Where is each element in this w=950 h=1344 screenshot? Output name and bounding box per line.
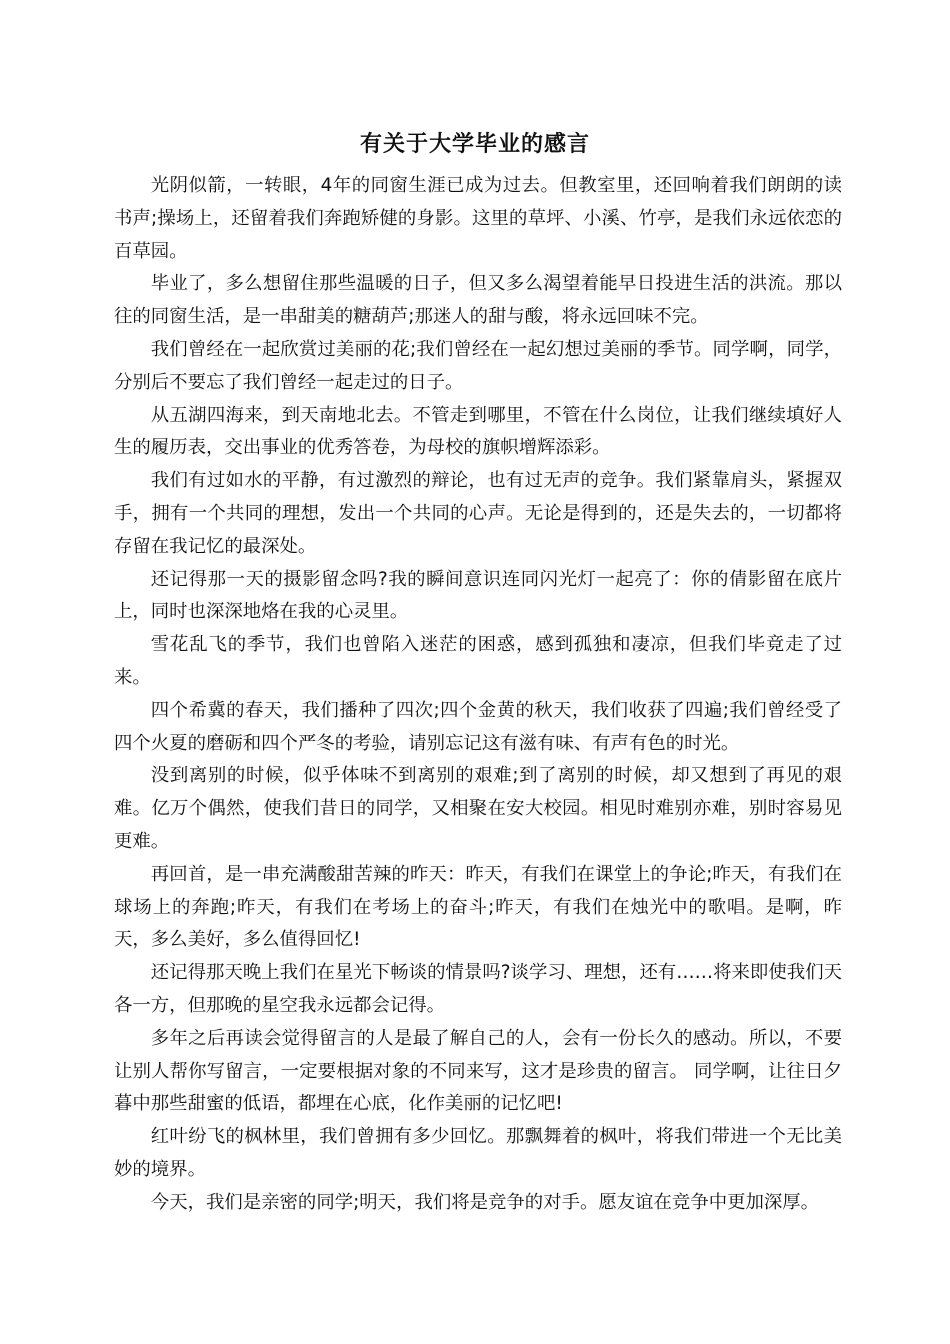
paragraph-7: 雪花乱飞的季节，我们也曾陷入迷茫的困惑，感到孤独和凄凉，但我们毕竟走了过来。 <box>114 634 842 688</box>
paragraph-3: 我们曾经在一起欣赏过美丽的花;我们曾经在一起幻想过美丽的季节。同学啊，同学，分别后不要忘了我们曾经一起走过的日子。 <box>114 338 842 393</box>
paragraph-9: 没到离别的时候，似乎体味不到离别的艰难;到了离别的时候，却又想到了再见的艰难。亿万个偶然，使我们昔日的同学，又相聚在安大校园。相见时难别亦难，别时容易见更难。 <box>114 765 842 852</box>
article-body <box>114 170 842 1220</box>
paragraph-12: 多年之后再读会觉得留言的人是最了解自己的人，会有一份长久的感动。所以，不要让别人帮你写留言，一定要根据对象的不同来写，这才是珍贵的留言。 同学啊，让往日夕暮中那些甜蜜的低语，都埋在心底，化作美丽的记忆吧! <box>114 1027 842 1115</box>
paragraph-1: 光阴似箭，一转眼，4年的同窗生涯已成为过去。但教室里，还回响着我们朗朗的读书声;操场上，还留着我们奔跑矫健的身影。这里的草坪、小溪、竹亭，是我们永远依恋的百草园。 <box>114 175 842 262</box>
paragraph-2: 毕业了，多么想留住那些温暖的日子，但又多么渴望着能早日投进生活的洪流。那以往的同窗生活，是一串甜美的糖葫芦;那迷人的甜与酸，将永远回味不完。 <box>114 273 842 328</box>
paragraph-10: 再回首，是一串充满酸甜苦辣的昨天：昨天，有我们在课堂上的争论;昨天，有我们在球场上的奔跑;昨天，有我们在考场上的奋斗;昨天，有我们在烛光中的歌唱。是啊，昨天，多么美好，多么值得回忆! <box>114 863 842 951</box>
paragraph-5: 我们有过如水的平静，有过激烈的辩论，也有过无声的竞争。我们紧靠肩头，紧握双手，拥有一个共同的理想，发出一个共同的心声。无论是得到的，还是失去的，一切都将存留在我记忆的最深处。 <box>114 470 842 557</box>
paragraph-11: 还记得那天晚上我们在星光下畅谈的情景吗?谈学习、理想，还有……将来即使我们天各一方，但那晚的星空我永远都会记得。 <box>114 962 842 1016</box>
page-title: 有关于大学毕业的感言 <box>359 131 590 157</box>
paragraph-14: 今天，我们是亲密的同学;明天，我们将是竞争的对手。愿友谊在竞争中更加深厚。 <box>150 1191 820 1213</box>
paragraph-8: 四个希冀的春天，我们播种了四次;四个金黄的秋天，我们收获了四遍;我们曾经受了四个火夏的磨砺和四个严冬的考验，请别忘记这有滋有味、有声有色的时光。 <box>114 699 842 754</box>
paragraph-6: 还记得那一天的摄影留念吗?我的瞬间意识连同闪光灯一起亮了：你的倩影留在底片上，同时也深深地烙在我的心灵里。 <box>114 568 842 623</box>
paragraph-13: 红叶纷飞的枫林里，我们曾拥有多少回忆。那飘舞着的枫叶，将我们带进一个无比美妙的境界。 <box>114 1126 842 1180</box>
paragraph-4: 从五湖四海来，到天南地北去。不管走到哪里，不管在什么岗位，让我们继续填好人生的履历表，交出事业的优秀答卷，为母校的旗帜增辉添彩。 <box>114 404 842 459</box>
